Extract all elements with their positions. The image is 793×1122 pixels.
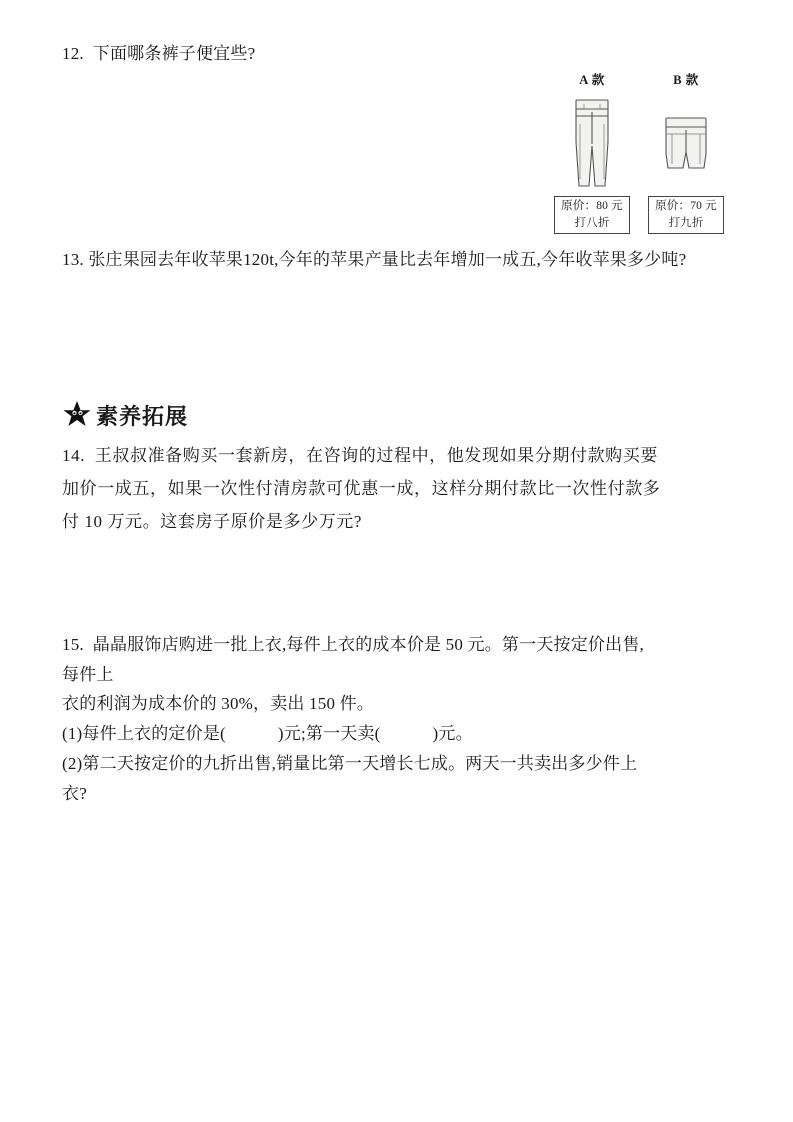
question-12-text: 下面哪条裤子便宜些? — [92, 44, 256, 63]
pants-option-b-discount: 打九折 — [668, 216, 704, 229]
pants-option-b-label: B 款 — [673, 73, 699, 87]
question-15-line-3: 衣的利润为成本价的 30%，卖出 150 件。 — [62, 694, 375, 714]
question-15-line-4 — [62, 719, 730, 749]
answer-space-14 — [62, 538, 730, 608]
long-pants-icon — [554, 94, 630, 190]
question-15-sub1-mid: )元;第一天卖( — [277, 724, 381, 744]
section-title: 素养拓展 — [96, 403, 189, 429]
question-15-sub1-post: )元。 — [432, 724, 473, 744]
question-14-line-3: 付 10 万元。这套房子原价是多少万元? — [62, 511, 363, 531]
answer-space-14-extra — [62, 608, 730, 626]
question-14-line-1 — [62, 439, 730, 472]
question-12 — [62, 40, 730, 230]
question-13 — [62, 246, 730, 274]
pants-option-a-label: A 款 — [579, 73, 605, 87]
section-header — [62, 400, 730, 431]
question-15-number: 15. — [62, 634, 84, 654]
question-15-sub1-pre: (1)每件上衣的定价是( — [62, 724, 226, 744]
pants-option-a — [554, 70, 630, 234]
question-13-number: 13. — [62, 250, 84, 269]
pants-option-b-price-box — [648, 196, 724, 233]
pants-option-b — [648, 70, 724, 234]
question-13-text: 张庄果园去年收苹果120t,今年的苹果产量比去年增加一成五,今年收苹果多少吨? — [88, 250, 687, 269]
question-12-number: 12. — [62, 44, 84, 63]
question-12-prompt — [62, 40, 730, 68]
pants-option-a-price-box — [554, 196, 630, 233]
pants-option-a-discount: 打八折 — [574, 216, 610, 229]
worksheet-content — [62, 40, 730, 808]
pants-option-a-price: 原价：80 元 — [561, 200, 623, 213]
question-15-line-1 — [62, 630, 730, 660]
question-15-text-1: 晶晶服饰店购进一批上衣,每件上衣的成本价是 50 元。第一天按定价出售, — [92, 634, 644, 654]
short-pants-icon — [648, 94, 724, 190]
question-14-text-1: 王叔叔准备购买一套新房，在咨询的过程中，他发现如果分期付款购买要 — [94, 445, 658, 465]
pants-option-b-price: 原价：70 元 — [655, 200, 717, 213]
question-14 — [62, 439, 730, 538]
question-14-number: 14. — [62, 445, 86, 465]
question-15-line-2: 每件上 — [62, 664, 114, 684]
question-15 — [62, 630, 730, 809]
star-badge-icon — [62, 400, 92, 430]
question-15-line-6: 衣? — [62, 783, 87, 803]
answer-space-13 — [62, 274, 730, 370]
question-14-line-2: 加价一成五，如果一次性付清房款可优惠一成，这样分期付款比一次性付款多 — [62, 478, 661, 498]
question-15-line-5: (2)第二天按定价的九折出售,销量比第一天增长七成。两天一共卖出多少件上 — [62, 753, 638, 773]
pants-figure-group — [544, 70, 724, 234]
